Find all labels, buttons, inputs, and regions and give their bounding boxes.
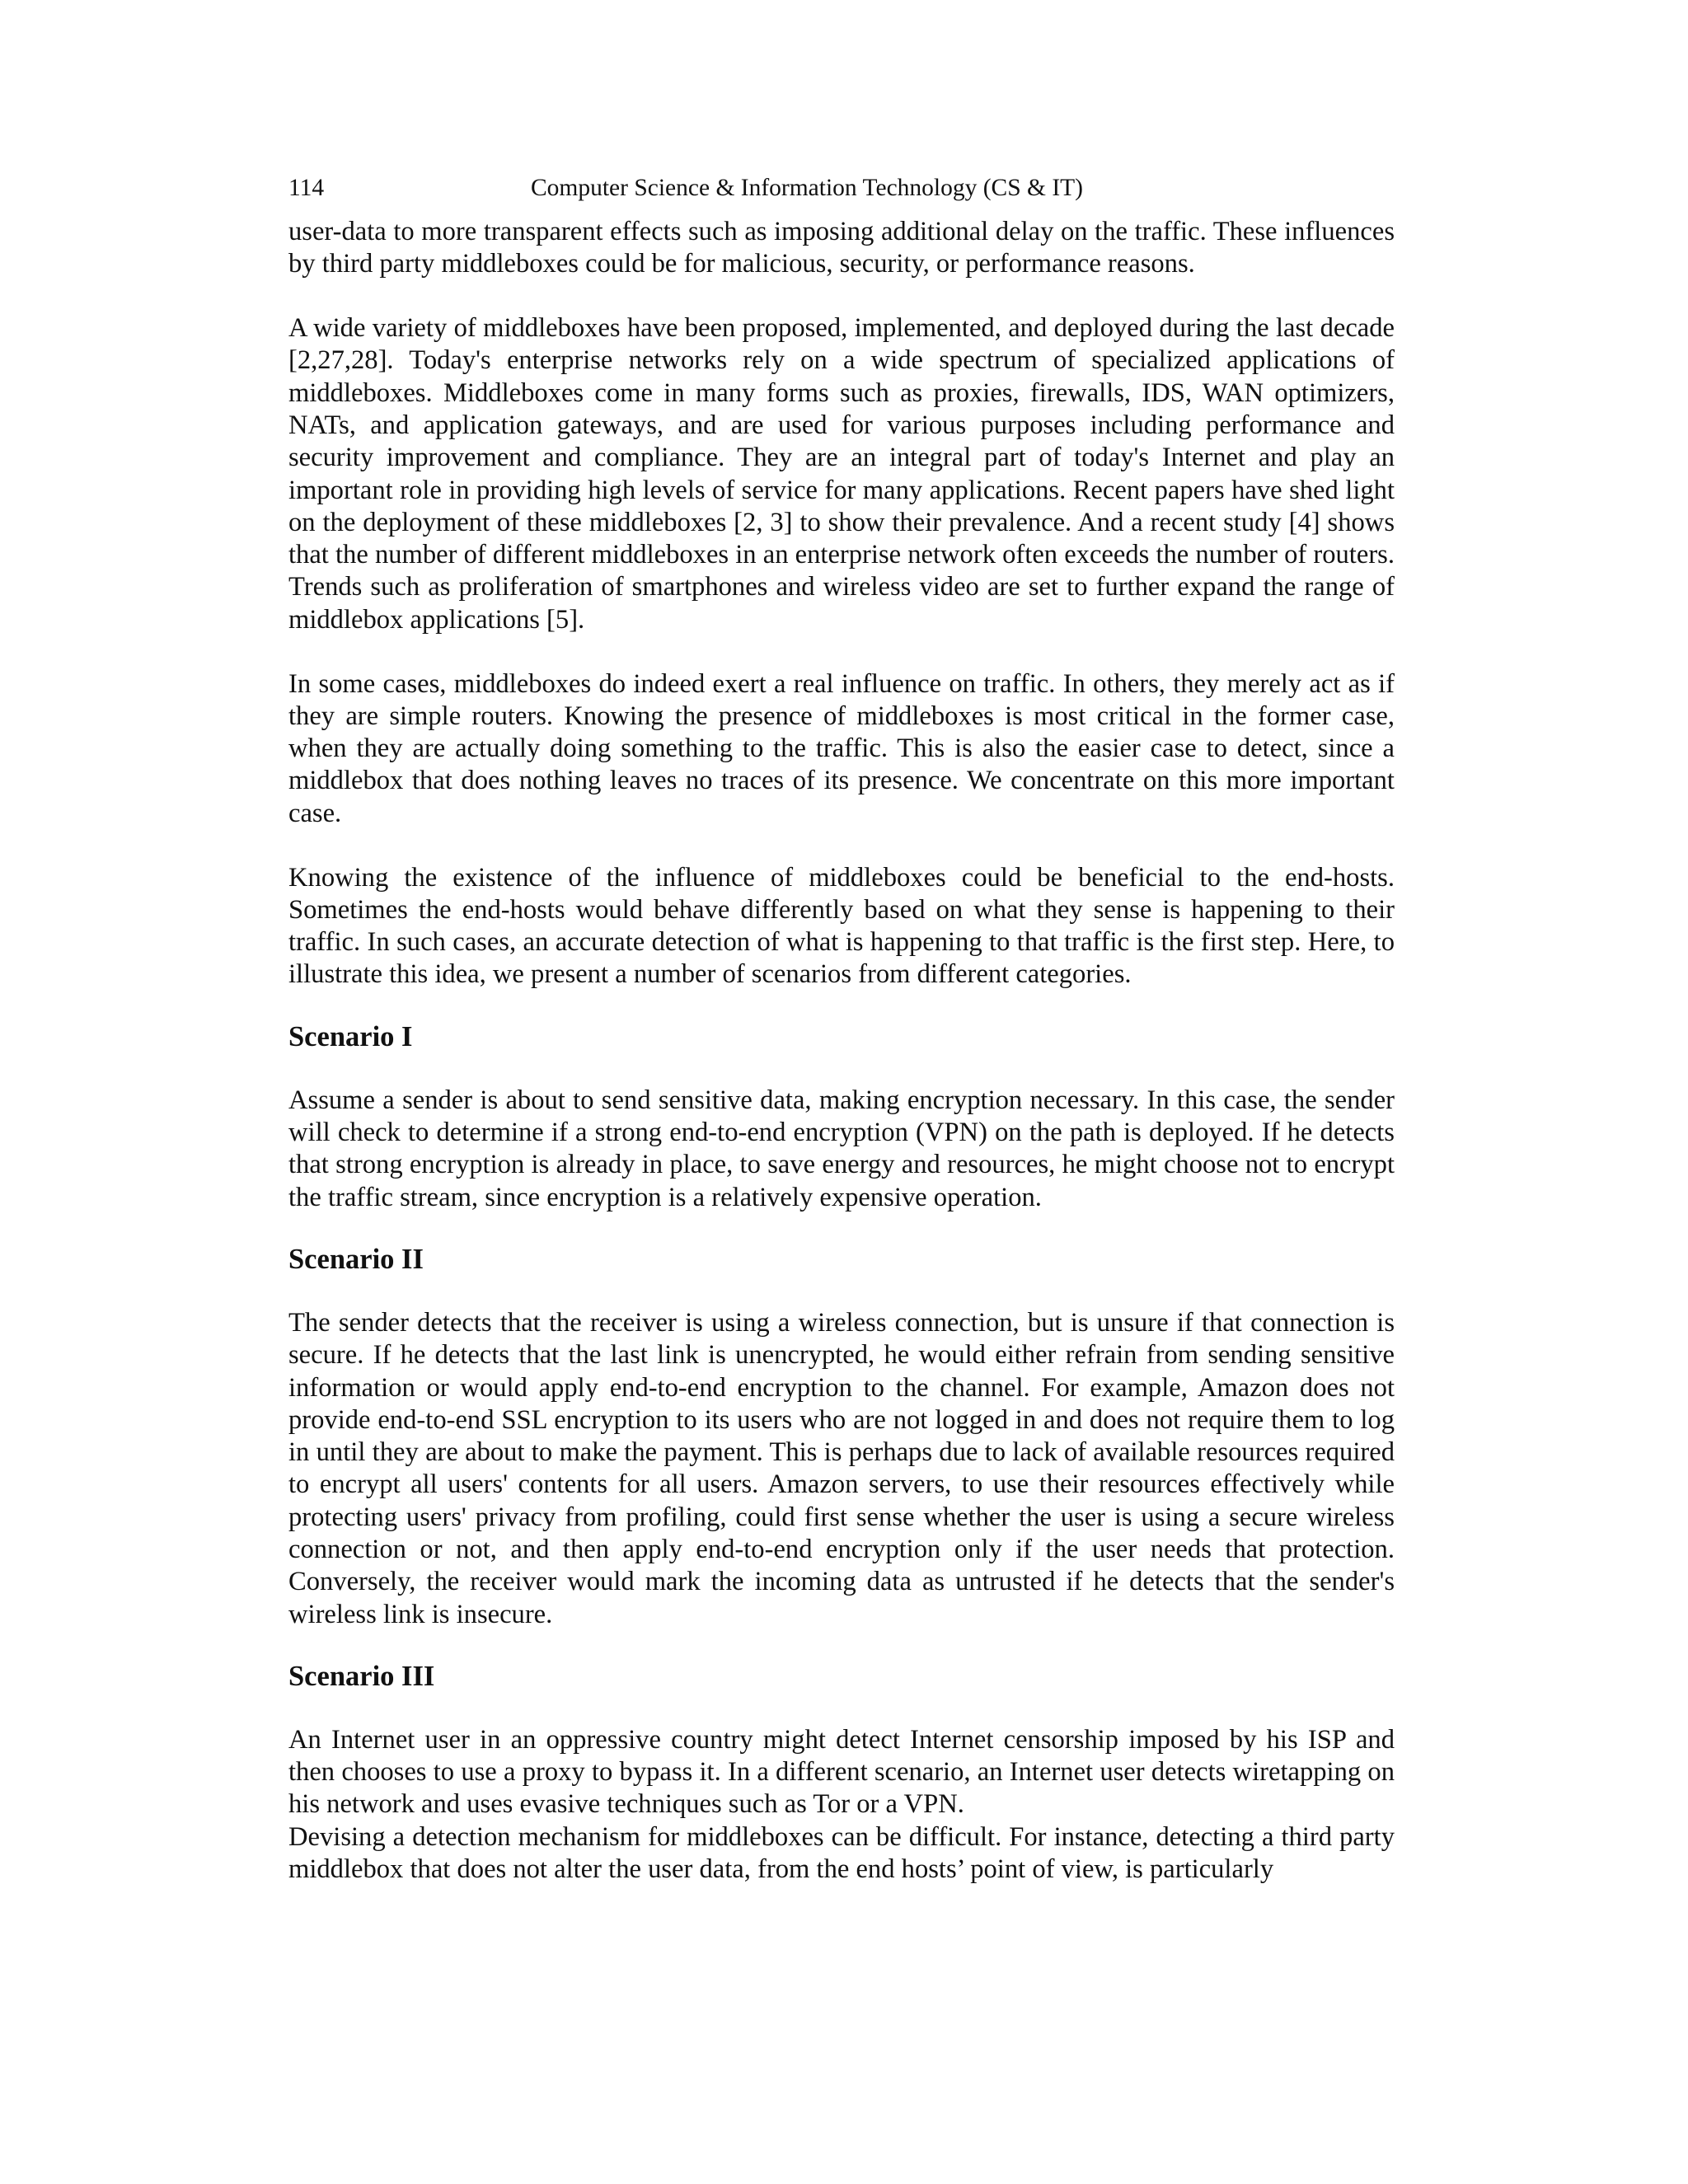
scenario-1-heading: Scenario I <box>288 1020 413 1052</box>
page-number: 114 <box>288 175 325 201</box>
paragraph-detection-benefit: Knowing the existence of the influence of middleboxes could be beneficial to the end-hosts. Sometimes the end-hosts would behave differently based on what they sense is happening to their traffic. In such cases, an accurate detection of what is happening to that traffic is the first step. Here, to illustrate this idea, we present a number of scenarios from different categories. <box>288 862 1395 990</box>
paragraph-detection-difficulty: Devising a detection mechanism for middleboxes can be difficult. For instance, detecting a third party middlebox that does not alter the user data, from the end hosts’ point of view, is particularly <box>288 1821 1395 1885</box>
scenario-2-heading: Scenario II <box>288 1243 424 1275</box>
scenario-1-text: Assume a sender is about to send sensitive data, making encryption necessary. In this case, the sender will check to determine if a strong end-to-end encryption (VPN) on the path is deployed. If he detects that strong encryption is already in place, to save energy and resources, he might choose not to encrypt the traffic stream, since encryption is a relatively expensive operation. <box>288 1085 1395 1212</box>
journal-title: Computer Science & Information Technology (CS & IT) <box>530 175 1084 201</box>
scenario-2-text: The sender detects that the receiver is using a wireless connection, but is unsure if that connection is secure. If he detects that the last link is unencrypted, he would either refrain from sending sensitive information or would apply end-to-end encryption to the channel. For example, Amazon does not provide end-to-end SSL encryption to its users who are not logged in and does not require them to log in until they are about to make the payment. This is perhaps due to lack of available resources required to encrypt all users' contents for all users. Amazon servers, to use their resources effectively while protecting users' privacy from profiling, could first sense whether the user is using a secure wireless connection or not, and then apply end-to-end encryption only if the user needs that protection. Conversely, the receiver would mark the incoming data as untrusted if he detects that the sender's wireless link is insecure. <box>288 1307 1395 1629</box>
paragraph-intro-continuation: user-data to more transparent effects such as imposing additional delay on the traffic. These influences by third party middleboxes could be for malicious, security, or performance reasons. <box>288 217 1395 279</box>
paragraph-middlebox-variety: A wide variety of middleboxes have been proposed, implemented, and deployed during the last decade [2,27,28]. Today's enterprise networks rely on a wide spectrum of specialized applications of middleboxes. Middleboxes come in many forms such as proxies, firewalls, IDS, WAN optimizers, NATs, and application gateways, and are used for various purposes including performance and security improvement and compliance. They are an integral part of today's Internet and play an important role in providing high levels of service for many applications. Recent papers have shed light on the deployment of these middleboxes [2, 3] to show their prevalence. And a recent study [4] shows that the number of different middleboxes in an enterprise network often exceeds the number of routers. Trends such as proliferation of smartphones and wireless video are set to further expand the range of middlebox applications [5]. <box>288 313 1395 635</box>
scenario-3-heading: Scenario III <box>288 1660 435 1692</box>
running-header <box>288 171 1395 204</box>
paragraph-middlebox-influence: In some cases, middleboxes do indeed exert a real influence on traffic. In others, they merely act as if they are simple routers. Knowing the presence of middleboxes is most critical in the former case, when they are actually doing something to the traffic. This is also the easier case to detect, since a middlebox that does nothing leaves no traces of its presence. We concentrate on this more important case. <box>288 668 1395 828</box>
body-text <box>288 216 1395 1886</box>
scenario-3-text: An Internet user in an oppressive country might detect Internet censorship imposed by his ISP and then chooses to use a proxy to bypass it. In a different scenario, an Internet user detects wiretapping on his network and uses evasive techniques such as Tor or a VPN. <box>288 1724 1395 1820</box>
